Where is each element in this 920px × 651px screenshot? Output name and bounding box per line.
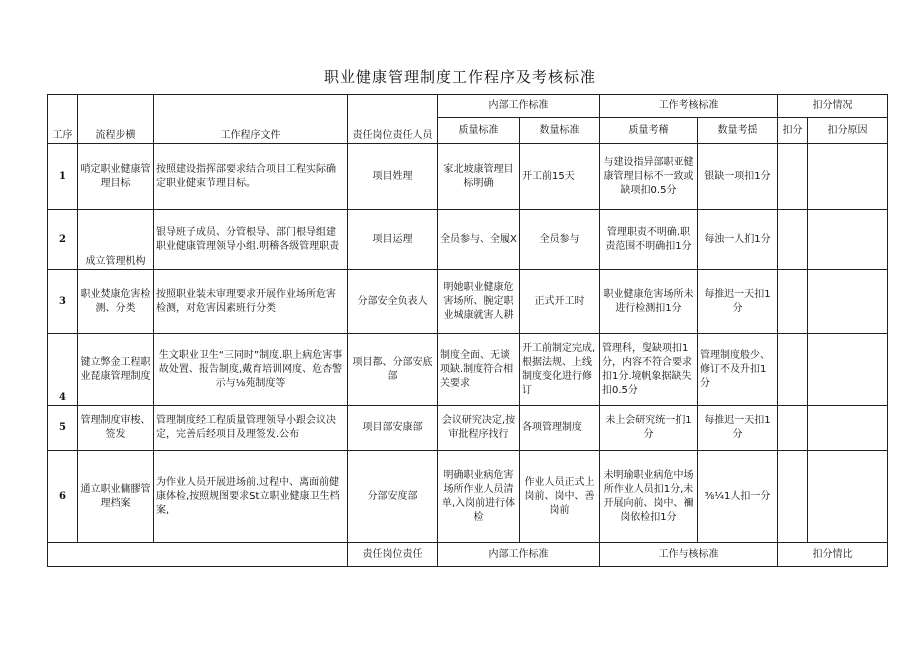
- row-procedure-doc: 按照职业装未审理要求开展作业场所危害检测，对危害因素班行分类: [154, 270, 348, 334]
- header-step-no: 工序: [48, 95, 78, 144]
- row-quality-assess: 职业健康危害场所未进行检测扣1分: [600, 270, 698, 334]
- row-quantity-std: 作业人员正式上岗前、岗中、善岗前: [520, 451, 600, 543]
- table-row: [48, 210, 888, 270]
- footer-deduction: 扣分情比: [778, 543, 888, 567]
- row-flow-step: 管理制度审梭、签发: [78, 406, 154, 451]
- row-quality-assess: 管理科，叟缺项扣1分，内容不符合要求扣1分.境帆象据缺失扣0.5分: [600, 334, 698, 406]
- row-responsible: 项目部安康部: [348, 406, 438, 451]
- page-title: 职业健康管理制度工作程序及考核标准: [323, 68, 596, 86]
- row-procedure-doc: 为作业人员开展进场前.过程中、离面前健康体检,按照规图要求St立职业健康卫生档案,: [154, 451, 348, 543]
- row-step-no: 2: [48, 210, 78, 270]
- header-procedure-doc: 工作程序文件: [154, 95, 348, 144]
- row-step-no: 3: [48, 270, 78, 334]
- row-step-no: 4: [48, 334, 78, 406]
- row-quality-std: 会议研究决定,按审批程序找行: [438, 406, 520, 451]
- row-deduct: [778, 270, 808, 334]
- row-procedure-doc: 按照建设指挥部要求结合项目工程实际确定职业健束节理目标。: [154, 144, 348, 210]
- header-assess-std: 工作考核标准: [600, 95, 778, 118]
- row-responsible: 分部安全负表人: [348, 270, 438, 334]
- row-deduct: [778, 334, 808, 406]
- row-responsible: 项目都、分部安底部: [348, 334, 438, 406]
- row-flow-step: 职业焚康危害检测、分类: [78, 270, 154, 334]
- header-row-1: [48, 95, 888, 118]
- row-deduct: [778, 144, 808, 210]
- row-deduct: [778, 451, 808, 543]
- row-quality-std: 家北坡康管理目标明确: [438, 144, 520, 210]
- row-procedure-doc: 管理制度经工程质量管理领导小跟会议决定，完善后经项目及理签发.公布: [154, 406, 348, 451]
- header-deduction: 扣分情况: [778, 95, 888, 118]
- row-quantity-assess: 管理制度般少、修订不及升扣1分: [698, 334, 778, 406]
- row-flow-step: 键立弊金工程职业琵康管理制度: [78, 334, 154, 406]
- row-quality-assess: 管理职责不明确.职责范围不明确扣1分: [600, 210, 698, 270]
- footer-row: [48, 543, 888, 567]
- row-quantity-std: 正式开工时: [520, 270, 600, 334]
- header-flow-step: 流程步横: [78, 95, 154, 144]
- header-quality-assess: 质量考稽: [600, 118, 698, 144]
- row-quantity-assess: 每浊一人扪1分: [698, 210, 778, 270]
- row-quantity-assess: 每推迟一天扣1分: [698, 406, 778, 451]
- table-row: [48, 334, 888, 406]
- row-deduct: [778, 210, 808, 270]
- footer-internal-std: 内部工作标准: [438, 543, 600, 567]
- procedure-table: [47, 94, 888, 567]
- row-deduct-reason: [808, 334, 888, 406]
- row-quality-assess: 未上会研究统一扪1分: [600, 406, 698, 451]
- row-quantity-assess: ⅜¼1人扣一分: [698, 451, 778, 543]
- row-procedure-doc: 银导班子成员、分管根导、部门根导组建职业健康管理领导小组.明稽各级管理职责: [154, 210, 348, 270]
- table-row: [48, 406, 888, 451]
- row-deduct-reason: [808, 451, 888, 543]
- row-deduct: [778, 406, 808, 451]
- table-row: [48, 270, 888, 334]
- row-deduct-reason: [808, 270, 888, 334]
- footer-empty-cell: [48, 543, 348, 567]
- header-internal-std: 内部工作标准: [438, 95, 600, 118]
- row-responsible: 项目运理: [348, 210, 438, 270]
- row-deduct-reason: [808, 406, 888, 451]
- row-quality-std: 明确职业病危害场所作业人员清单,入岗前进行体检: [438, 451, 520, 543]
- header-quantity-std: 数量标准: [520, 118, 600, 144]
- row-responsible: 项目姓理: [348, 144, 438, 210]
- row-quantity-assess: 银缺一项扣1分: [698, 144, 778, 210]
- row-responsible: 分部安度部: [348, 451, 438, 543]
- row-quantity-std: 开工前15天: [520, 144, 600, 210]
- row-flow-step: 通立职业傭膠管理档案: [78, 451, 154, 543]
- table-row: [48, 144, 888, 210]
- footer-assess-std: 工作与核标准: [600, 543, 778, 567]
- row-deduct-reason: [808, 144, 888, 210]
- row-step-no: 6: [48, 451, 78, 543]
- row-quantity-std: 开工前制定完成,根据法规、上线制度变化进行修订: [520, 334, 600, 406]
- row-quantity-assess: 每推迟一天扣1分: [698, 270, 778, 334]
- row-quantity-std: 各项管理制度: [520, 406, 600, 451]
- footer-responsible: 责任岗位责任: [348, 543, 438, 567]
- row-flow-step: 成立管理机构: [78, 210, 154, 270]
- row-quality-assess: 未明瑜职业病危中场所作业人员扣1分,未开展向前、岗中、禰岗依检扣1分: [600, 451, 698, 543]
- header-deduct: 扣分: [778, 118, 808, 144]
- row-quality-assess: 与建设指异部职亚健康管理目标不一致或缺项扣0.5分: [600, 144, 698, 210]
- row-quality-std: 全员参与、全履X: [438, 210, 520, 270]
- table-row: [48, 451, 888, 543]
- row-procedure-doc: 生文职业卫生“三同时”制度.职上病危害事故处置、报告制度,戴育培训网度、危杏警示与⅛苑制度等: [154, 334, 348, 406]
- row-step-no: 5: [48, 406, 78, 451]
- header-deduct-reason: 扣分原因: [808, 118, 888, 144]
- row-quantity-std: 全员参与: [520, 210, 600, 270]
- header-quality-std: 质量标准: [438, 118, 520, 144]
- row-quality-std: 明她职业健康危害场所、腕定职业城康就害人耕: [438, 270, 520, 334]
- row-step-no: 1: [48, 144, 78, 210]
- header-quantity-assess: 数量考揺: [698, 118, 778, 144]
- row-quality-std: 制度全面、无谈项缺.制度符合相关要求: [438, 334, 520, 406]
- row-flow-step: 哨定职业健康管理目标: [78, 144, 154, 210]
- row-deduct-reason: [808, 210, 888, 270]
- header-responsible: 责任岗位责任人员: [348, 95, 438, 144]
